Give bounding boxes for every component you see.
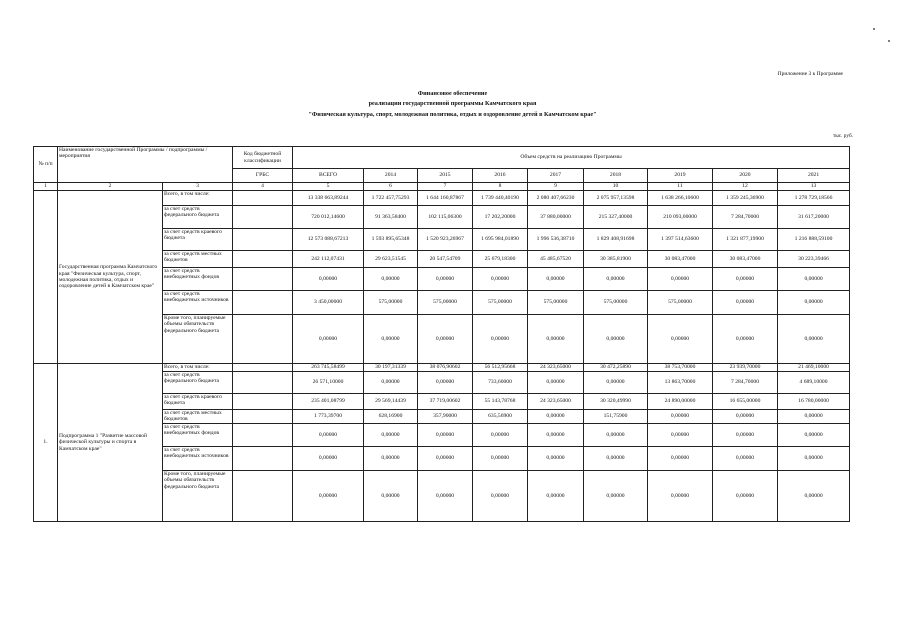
year-value: 0,00000 bbox=[713, 424, 778, 447]
header-year: 2017 bbox=[528, 169, 584, 183]
header-year: 2020 bbox=[713, 169, 778, 183]
year-value: 210 093,00000 bbox=[648, 206, 713, 229]
document-subtitle: реализации государственной программы Камчатского края bbox=[368, 100, 537, 107]
total-value: 12 573 088,67213 bbox=[293, 229, 364, 251]
grbs-cell bbox=[233, 364, 293, 372]
year-value: 0,00000 bbox=[584, 268, 648, 291]
total-value: 0,00000 bbox=[293, 447, 364, 471]
column-number: 11 bbox=[648, 183, 713, 191]
section-index: 1. bbox=[34, 364, 58, 522]
funding-source: за счет средств внебюджетных фондов bbox=[163, 424, 233, 447]
year-value: 0,00000 bbox=[778, 291, 850, 315]
total-value: 26 571,10000 bbox=[293, 372, 364, 394]
year-value: 30 083,47000 bbox=[713, 251, 778, 268]
year-value: 38 753,70000 bbox=[648, 364, 713, 372]
header-year: 2018 bbox=[584, 169, 648, 183]
year-value: 575,00000 bbox=[364, 291, 418, 315]
year-value: 0,00000 bbox=[713, 315, 778, 364]
year-value: 13 863,70000 bbox=[648, 372, 713, 394]
grbs-cell bbox=[233, 206, 293, 229]
total-value: 235 401,08799 bbox=[293, 394, 364, 410]
grbs-cell bbox=[233, 291, 293, 315]
column-number: 13 bbox=[778, 183, 850, 191]
year-value: 215 327,40000 bbox=[584, 206, 648, 229]
year-value: 56 512,95668 bbox=[473, 364, 528, 372]
year-value: 1 638 266,10600 bbox=[648, 191, 713, 206]
table-row bbox=[34, 191, 850, 206]
funding-source: за счет средств местных бюджетов bbox=[163, 410, 233, 424]
year-value: 1 739 440,40190 bbox=[473, 191, 528, 206]
funding-source: Всего, в том числе: bbox=[163, 191, 233, 206]
column-number: 3 bbox=[163, 183, 233, 191]
year-value: 4 689,10000 bbox=[778, 372, 850, 394]
funding-source: Кроме того, планируемые объемы обязательств федерального бюджета bbox=[163, 315, 233, 364]
header-total: ВСЕГО bbox=[293, 169, 364, 183]
grbs-cell bbox=[233, 424, 293, 447]
column-number: 8 bbox=[473, 183, 528, 191]
year-value: 0,00000 bbox=[648, 424, 713, 447]
year-value: 30 320,49990 bbox=[584, 394, 648, 410]
year-value: 0,00000 bbox=[584, 424, 648, 447]
total-value: 13 338 663,89244 bbox=[293, 191, 364, 206]
year-value: 0,00000 bbox=[648, 410, 713, 424]
year-value: 0,00000 bbox=[584, 315, 648, 364]
grbs-cell bbox=[233, 471, 293, 522]
year-value: 0,00000 bbox=[584, 372, 648, 394]
year-value: 0,00000 bbox=[418, 424, 473, 447]
year-value: 575,00000 bbox=[418, 291, 473, 315]
year-value: 0,00000 bbox=[364, 424, 418, 447]
year-value: 29 623,51545 bbox=[364, 251, 418, 268]
header-year: 2016 bbox=[473, 169, 528, 183]
year-value: 2 075 957,13598 bbox=[584, 191, 648, 206]
year-value: 30 223,39466 bbox=[778, 251, 850, 268]
unit-label: тыс. руб. bbox=[832, 133, 853, 139]
financing-table bbox=[33, 146, 850, 522]
funding-source: за счет средств краевого бюджета bbox=[163, 394, 233, 410]
year-value: 0,00000 bbox=[528, 424, 584, 447]
year-value: 24 323,65000 bbox=[528, 394, 584, 410]
column-number: 2 bbox=[58, 183, 163, 191]
year-value: 0,00000 bbox=[418, 268, 473, 291]
grbs-cell bbox=[233, 229, 293, 251]
year-value: 30 083,47000 bbox=[648, 251, 713, 268]
funding-source: за счет средств внебюджетных фондов bbox=[163, 268, 233, 291]
funding-source: за счет средств внебюджетных источников bbox=[163, 447, 233, 471]
total-value: 0,00000 bbox=[293, 268, 364, 291]
year-value: 0,00000 bbox=[364, 268, 418, 291]
year-value: 31 617,20000 bbox=[778, 206, 850, 229]
year-value: 0,00000 bbox=[473, 315, 528, 364]
header-year: 2019 bbox=[648, 169, 713, 183]
year-value: 0,00000 bbox=[528, 471, 584, 522]
year-value: 1 359 245,36900 bbox=[713, 191, 778, 206]
header-code: Код бюджетной классификации bbox=[233, 147, 293, 169]
header-grbs: ГРБС bbox=[233, 169, 293, 183]
year-value: 16 780,00000 bbox=[778, 394, 850, 410]
year-value: 17 202,20000 bbox=[473, 206, 528, 229]
year-value: 0,00000 bbox=[528, 410, 584, 424]
year-value: 1 593 895,65348 bbox=[364, 229, 418, 251]
year-value: 1 520 923,26967 bbox=[418, 229, 473, 251]
year-value: 0,00000 bbox=[528, 315, 584, 364]
table-row bbox=[34, 364, 850, 372]
total-value: 242 112,07431 bbox=[293, 251, 364, 268]
funding-source: Всего, в том числе: bbox=[163, 364, 233, 372]
year-value: 0,00000 bbox=[528, 268, 584, 291]
year-value: 24 323,65000 bbox=[528, 364, 584, 372]
column-number: 4 bbox=[233, 183, 293, 191]
total-value: 720 012,14600 bbox=[293, 206, 364, 229]
column-number: 10 bbox=[584, 183, 648, 191]
year-value: 29 569,14439 bbox=[364, 394, 418, 410]
grbs-cell bbox=[233, 447, 293, 471]
year-value: 0,00000 bbox=[778, 410, 850, 424]
grbs-cell bbox=[233, 410, 293, 424]
year-value: 0,00000 bbox=[473, 424, 528, 447]
year-value: 0,00000 bbox=[648, 447, 713, 471]
year-value: 55 143,78768 bbox=[473, 394, 528, 410]
column-number: 5 bbox=[293, 183, 364, 191]
total-value: 1 773,39700 bbox=[293, 410, 364, 424]
year-value: 0,00000 bbox=[713, 291, 778, 315]
year-value: 1 644 160,87867 bbox=[418, 191, 473, 206]
year-value: 0,00000 bbox=[418, 315, 473, 364]
year-value: 0,00000 bbox=[364, 372, 418, 394]
year-value: 25 679,18300 bbox=[473, 251, 528, 268]
total-value: 0,00000 bbox=[293, 424, 364, 447]
year-value: 0,00000 bbox=[648, 268, 713, 291]
year-value: 0,00000 bbox=[418, 372, 473, 394]
year-value: 575,00000 bbox=[584, 291, 648, 315]
grbs-cell bbox=[233, 372, 293, 394]
year-value: 0,00000 bbox=[584, 447, 648, 471]
year-value: 0,00000 bbox=[713, 410, 778, 424]
total-value: 0,00000 bbox=[293, 315, 364, 364]
total-value: 263 745,58499 bbox=[293, 364, 364, 372]
year-value: 0,00000 bbox=[364, 471, 418, 522]
year-value: 1 829 408,91698 bbox=[584, 229, 648, 251]
year-value: 7 284,70000 bbox=[713, 206, 778, 229]
year-value: 1 216 888,59100 bbox=[778, 229, 850, 251]
year-value: 151,75900 bbox=[584, 410, 648, 424]
year-value: 0,00000 bbox=[648, 471, 713, 522]
column-number: 7 bbox=[418, 183, 473, 191]
header-volume: Объем средств на реализацию Программы bbox=[293, 147, 850, 169]
header-year: 2021 bbox=[778, 169, 850, 183]
year-value: 21 469,10000 bbox=[778, 364, 850, 372]
section-index bbox=[34, 191, 58, 364]
year-value: 1 278 729,18566 bbox=[778, 191, 850, 206]
year-value: 0,00000 bbox=[778, 268, 850, 291]
program-name-cell: Государственная программа Камчатского края "Физическая культура, спорт, молодежная политика, отдых и оздоровление детей в Камчатском крае" bbox=[58, 191, 163, 364]
year-value: 0,00000 bbox=[778, 315, 850, 364]
year-value: 45 485,67520 bbox=[528, 251, 584, 268]
appendix-note: Приложение 3 к Программе bbox=[777, 71, 843, 77]
funding-source: за счет средств федерального бюджета bbox=[163, 206, 233, 229]
program-name: "Физическая культура, спорт, молодежная политика, отдых и оздоровление детей в Камчатском крае" bbox=[308, 111, 597, 118]
header-year: 2014 bbox=[364, 169, 418, 183]
year-value: 16 655,00000 bbox=[713, 394, 778, 410]
column-number: 12 bbox=[713, 183, 778, 191]
year-value: 0,00000 bbox=[528, 372, 584, 394]
funding-source: за счет средств краевого бюджета bbox=[163, 229, 233, 251]
year-value: 0,00000 bbox=[364, 447, 418, 471]
year-value: 575,00000 bbox=[648, 291, 713, 315]
column-number: 9 bbox=[528, 183, 584, 191]
grbs-cell bbox=[233, 268, 293, 291]
year-value: 1 996 536,38710 bbox=[528, 229, 584, 251]
year-value: 37 719,00602 bbox=[418, 394, 473, 410]
grbs-cell bbox=[233, 191, 293, 206]
year-value: 0,00000 bbox=[713, 471, 778, 522]
year-value: 7 284,70000 bbox=[713, 372, 778, 394]
year-value: 0,00000 bbox=[778, 447, 850, 471]
year-value: 0,00000 bbox=[364, 315, 418, 364]
grbs-cell bbox=[233, 251, 293, 268]
scan-speck bbox=[888, 40, 890, 42]
year-value: 30 197,31339 bbox=[364, 364, 418, 372]
header-year: 2015 bbox=[418, 169, 473, 183]
year-value: 0,00000 bbox=[528, 447, 584, 471]
year-value: 733,60000 bbox=[473, 372, 528, 394]
year-value: 2 080 407,66230 bbox=[528, 191, 584, 206]
year-value: 1 722 457,75293 bbox=[364, 191, 418, 206]
year-value: 1 695 984,01890 bbox=[473, 229, 528, 251]
year-value: 628,16900 bbox=[364, 410, 418, 424]
year-value: 0,00000 bbox=[778, 424, 850, 447]
year-value: 102 115,06300 bbox=[418, 206, 473, 229]
scan-speck bbox=[873, 28, 875, 30]
year-value: 0,00000 bbox=[473, 471, 528, 522]
year-value: 23 939,70000 bbox=[713, 364, 778, 372]
funding-source: за счет средств федерального бюджета bbox=[163, 372, 233, 394]
year-value: 24 890,00000 bbox=[648, 394, 713, 410]
year-value: 91 363,58400 bbox=[364, 206, 418, 229]
header-name: Наименование государственной Программы / подпрограммы / мероприятия bbox=[58, 147, 233, 183]
total-value: 0,00000 bbox=[293, 471, 364, 522]
year-value: 0,00000 bbox=[473, 447, 528, 471]
year-value: 0,00000 bbox=[778, 471, 850, 522]
grbs-cell bbox=[233, 315, 293, 364]
grbs-cell bbox=[233, 394, 293, 410]
year-value: 0,00000 bbox=[713, 268, 778, 291]
column-number: 1 bbox=[34, 183, 58, 191]
funding-source: Кроме того, планируемые объемы обязательств федерального бюджета bbox=[163, 471, 233, 522]
header-num: № п/п bbox=[34, 147, 58, 183]
year-value: 0,00000 bbox=[418, 447, 473, 471]
year-value: 0,00000 bbox=[418, 471, 473, 522]
year-value: 357,90000 bbox=[418, 410, 473, 424]
funding-source: за счет средств местных бюджетов bbox=[163, 251, 233, 268]
year-value: 0,00000 bbox=[713, 447, 778, 471]
year-value: 20 547,54709 bbox=[418, 251, 473, 268]
year-value: 0,00000 bbox=[473, 268, 528, 291]
funding-source: за счет средств внебюджетных источников bbox=[163, 291, 233, 315]
year-value: 38 076,90602 bbox=[418, 364, 473, 372]
column-number: 6 bbox=[364, 183, 418, 191]
year-value: 1 397 514,63600 bbox=[648, 229, 713, 251]
program-name-cell: Подпрограмма 1 "Развитие массовой физической культуры и спорта в Камчатском крае" bbox=[58, 364, 163, 522]
year-value: 30 472,25890 bbox=[584, 364, 648, 372]
year-value: 37 880,00000 bbox=[528, 206, 584, 229]
year-value: 0,00000 bbox=[584, 471, 648, 522]
year-value: 635,56900 bbox=[473, 410, 528, 424]
year-value: 1 321 877,19900 bbox=[713, 229, 778, 251]
year-value: 575,00000 bbox=[528, 291, 584, 315]
year-value: 30 385,81900 bbox=[584, 251, 648, 268]
total-value: 3 450,00000 bbox=[293, 291, 364, 315]
year-value: 0,00000 bbox=[648, 315, 713, 364]
document-title: Финансовое обеспечение bbox=[417, 90, 488, 97]
year-value: 575,00000 bbox=[473, 291, 528, 315]
